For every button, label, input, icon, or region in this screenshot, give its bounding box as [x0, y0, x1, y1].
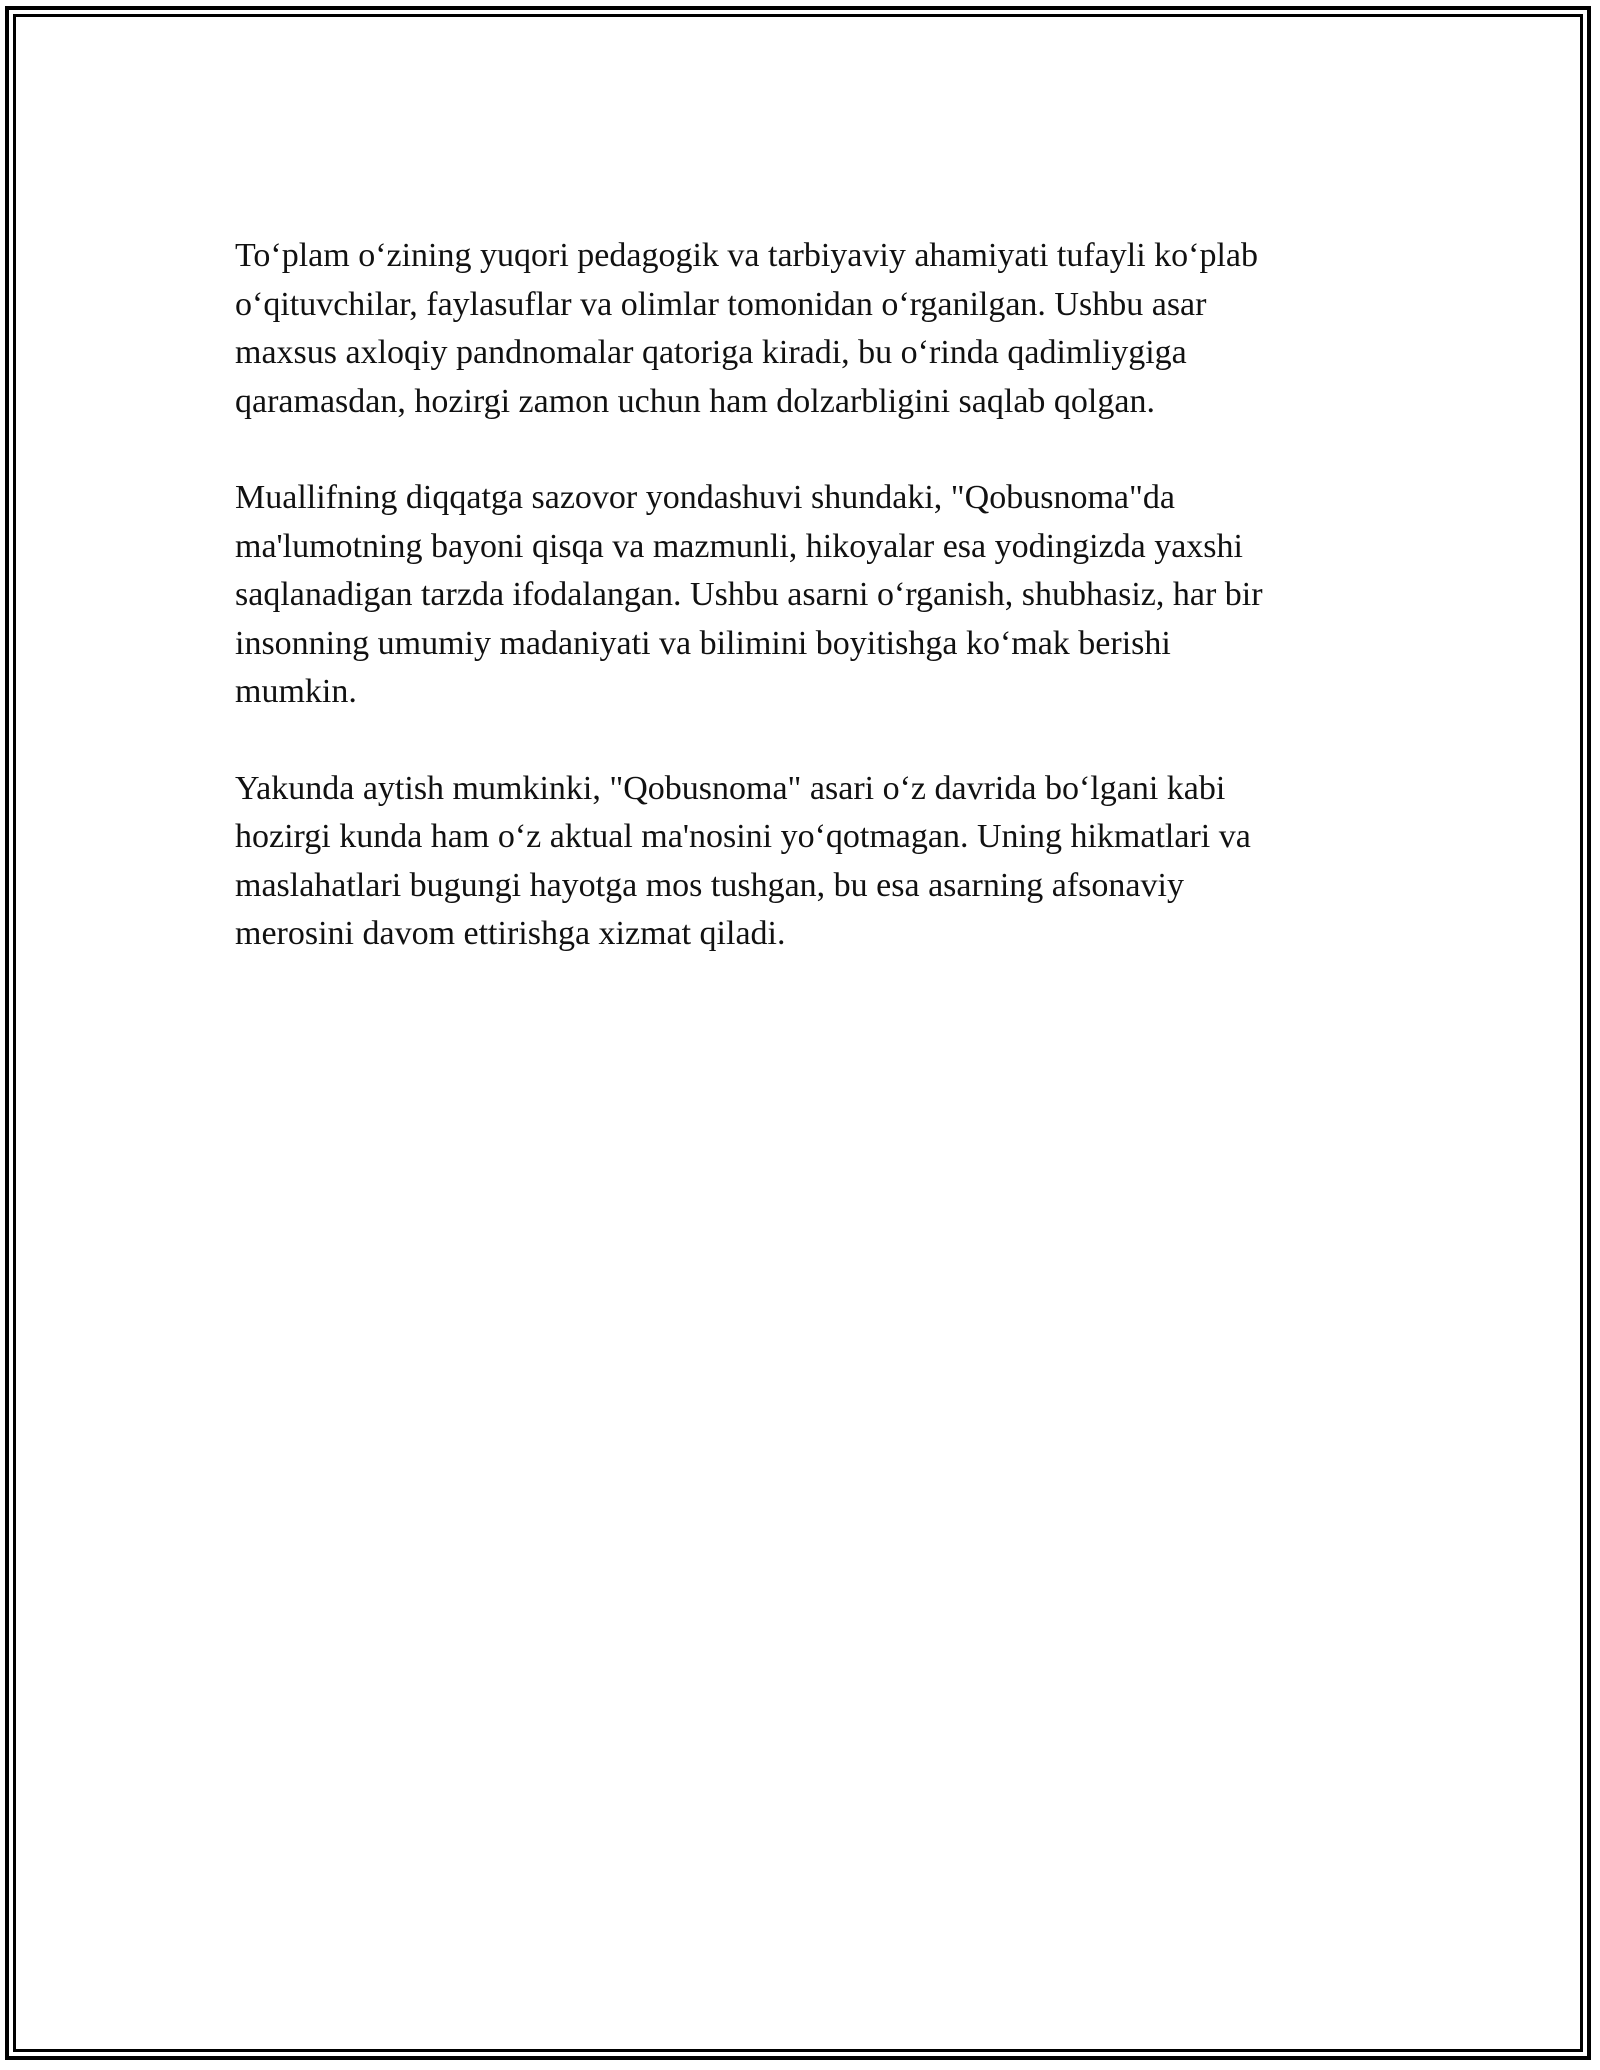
document-body — [235, 232, 1365, 1007]
paragraph-3: Yakunda aytish mumkinki, "Qobusnoma" asari o‘z davrida bo‘lgani kabi hozirgi kunda ham o‘z aktual ma'nosini yo‘qotmagan. Uning hikmatlari va maslahatlari bugungi hayotga mos tushgan, bu esa asarning afsonaviy merosini davom ettirishga xizmat qiladi. — [235, 769, 1251, 952]
paragraph-2: Muallifning diqqatga sazovor yondashuvi shundaki, "Qobusnoma"da ma'lumotning bayoni qisqa va mazmunli, hikoyalar esa yodingizda yaxshi saqlanadigan tarzda ifodalangan. Ushbu asarni o‘rganish, shubhasiz, har bir insonning umumiy madaniyati va bilimini boyitishga ko‘mak berishi mumkin. — [235, 479, 1263, 710]
paragraph-1: To‘plam o‘zining yuqori pedagogik va tarbiyaviy ahamiyati tufayli ko‘plab o‘qituvchilar, faylasuflar va olimlar tomonidan o‘rganilgan. Ushbu asar maxsus axloqiy pandnomalar qatoriga kiradi, bu o‘rinda qadimliygiga qaramasdan, hozirgi zamon uchun ham dolzarbligini saqlab qolgan. — [235, 237, 1259, 420]
